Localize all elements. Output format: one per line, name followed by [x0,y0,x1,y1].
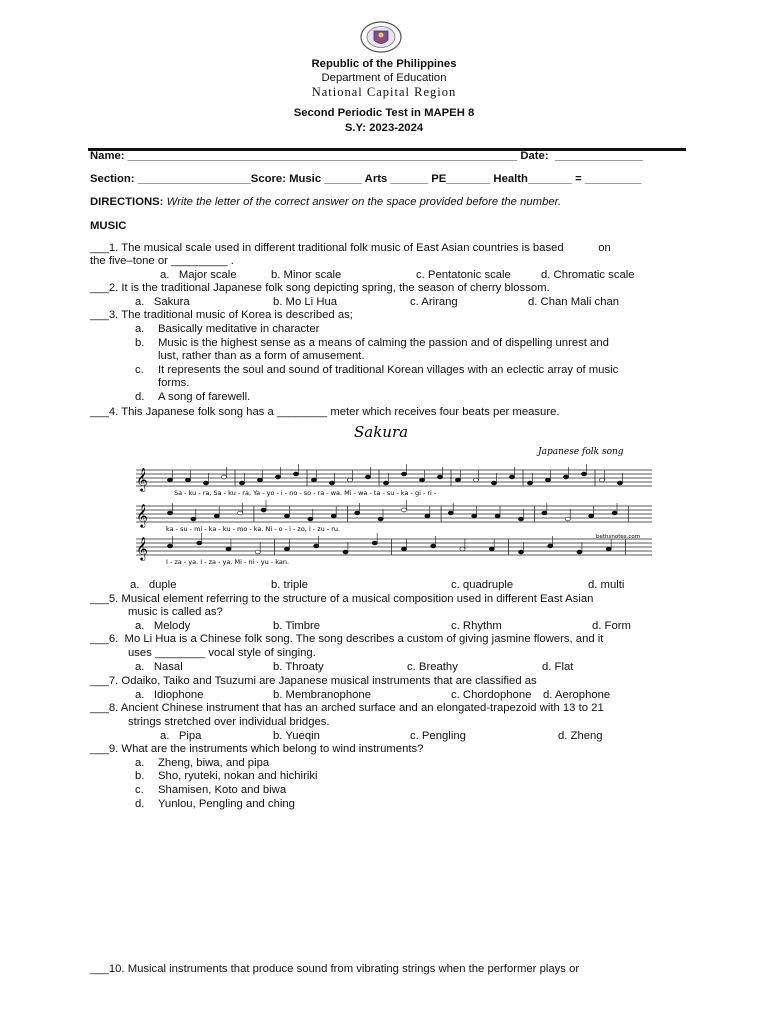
note-head [284,547,289,551]
directions [90,195,561,209]
note-head [612,511,617,515]
treble-clef-icon-3: 𝄞 [136,536,148,560]
note-head [437,475,442,479]
note-head [563,475,568,479]
question-1: ___1. The musical scale used in different traditional folk music of East Asian countries is based on [90,242,611,254]
department-heading: Department of Education [321,72,447,84]
question-9: ___9. What are the instruments which belong to wind instruments? [90,743,424,755]
q3-option-b: Music is the highest sense as a means of calming the passion and of dispelling unrest and [158,337,609,349]
note-head [495,514,500,518]
question-3: ___3. The traditional music of Korea is described as; [90,309,353,321]
q4-option-a: a. duple [130,579,177,591]
note-head [191,517,196,521]
note-head [214,514,219,518]
note-head [489,547,494,551]
q3-option-c: It represents the soul and sound of traditional Korean villages with an eclectic array of music [158,364,619,376]
q3-letter-a: a. [135,323,145,335]
school-year: S.Y: 2023-2024 [344,122,424,134]
note-head [293,472,298,476]
question-7: ___7. Odaiko, Taiko and Tsuzumi are Japanese musical instruments that are classified as [90,675,537,687]
note-head [401,547,406,551]
note-head [203,481,208,485]
sheet-credit: bethsnotes.com [596,534,641,540]
note-head [226,547,231,551]
q9-option-d: Yunlou, Pengling and ching [158,798,295,810]
note-head [329,481,334,485]
q5-option-c: c. Rhythm [451,620,502,632]
note-head [314,544,319,548]
q9-option-a: Zheng, biwa, and pipa [158,757,270,769]
note-head [257,478,262,482]
q9-letter-c: c. [135,784,144,796]
note-head [509,475,514,479]
lyrics-line-1: Sa - ku - ra, Sa - ku - ra, Ya - yo - i - no - so - ra - wa. Mi - wa - ta - su - ka - gi - ri - [174,489,437,497]
lyrics-line-3: I - za - ya. I - za - ya. Mi - ni - yu - kan. [166,558,290,566]
q7-option-c: c. Chordophone [451,689,532,701]
q4-option-b: b. triple [271,579,309,591]
q1-option-d: d. Chromatic scale [541,269,635,281]
sakura-sheet-music [126,421,658,581]
lyrics-line-2: ka - su - mi - ka - ku - mo - ka. Ni - o - i - zo, i - zu - ru. [166,525,341,533]
q5-option-a: a. Melody [135,620,191,632]
q3-option-c-cont: forms. [158,377,190,389]
note-head [542,511,547,515]
question-1-cont: the five–tone or _________ . [90,255,234,267]
section-score-line[interactable]: Section: __________________Score: Music ______ Arts ______ PE_______ Health_______ = _________ [90,173,642,185]
q2-option-c: c. Arirang [410,296,458,308]
q4-option-d: d. multi [588,579,625,591]
note-head [581,472,586,476]
q6-option-a: a. Nasal [135,661,183,673]
note-head [343,550,348,554]
q8-option-b: b. Yueqin [273,730,320,742]
note-head [577,550,582,554]
treble-clef-icon-1: 𝄞 [136,467,148,491]
note-head [355,511,360,515]
note-head [311,478,316,482]
republic-heading: Republic of the Philippines [311,58,457,70]
question-8-cont: strings stretched over individual bridges. [128,716,330,728]
q7-option-b: b. Membranophone [273,689,371,701]
note-head [255,550,260,554]
region-heading: National Capital Region [311,85,457,99]
note-head [518,517,523,521]
q5-option-d: d. Form [592,620,631,632]
question-8: ___8. Ancient Chinese instrument that has an arched surface and an elongated-trapezoid with 13 to 21 [90,702,604,714]
note-head [460,547,465,551]
note-head [401,472,406,476]
note-head [617,481,622,485]
note-head [448,511,453,515]
question-5-cont: music is called as? [128,606,223,618]
question-4: ___4. This Japanese folk song has a ________ meter which receives four beats per measure. [90,406,560,418]
note-head [473,478,478,482]
note-head [167,511,172,515]
question-6: ___6. Mo Li Hua is a Chinese folk song. The song describes a custom of giving jasmine flowers, and it [90,633,604,645]
q9-letter-b: b. [135,770,145,782]
note-head [599,478,604,482]
q3-letter-c: c. [135,364,144,376]
q2-option-b: b. Mo Li Hua [273,296,338,308]
note-head [221,475,226,479]
note-head [284,514,289,518]
sheet-subtitle: Japanese folk song [538,447,624,457]
q8-option-c: c. Pengling [410,730,466,742]
q3-option-d: A song of farewell. [158,391,251,403]
section-title-music: MUSIC [90,220,127,232]
q7-option-d: d. Aerophone [543,689,611,701]
q7-option-a: a. Idiophone [135,689,204,701]
note-head [455,478,460,482]
q9-letter-d: d. [135,798,145,810]
q1-option-c: c. Pentatonic scale [416,269,511,281]
note-head [167,544,172,548]
q3-option-a: Basically meditative in character [158,323,320,335]
note-head [545,478,550,482]
q9-option-b: Sho, ryuteki, nokan and hichiriki [158,770,318,782]
note-head [261,508,266,512]
note-head [425,514,430,518]
q6-option-c: c. Breathy [407,661,458,673]
deped-seal-logo [354,20,408,54]
q5-option-b: b. Timbre [273,620,321,632]
q2-option-d: d. Chan Mali chan [528,296,620,308]
treble-clef-icon-2: 𝄞 [136,503,148,527]
note-head [378,517,383,521]
note-head [518,550,523,554]
note-head [383,481,388,485]
note-head [185,478,190,482]
directions-label: DIRECTIONS: [90,196,164,208]
note-head [239,481,244,485]
note-head [308,517,313,521]
q9-option-c: Shamisen, Koto and biwa [158,784,287,796]
note-head [606,547,611,551]
note-head [275,475,280,479]
note-head [491,481,496,485]
q8-option-a: a. Pipa [160,730,202,742]
note-head [372,541,377,545]
q2-option-a: a. Sakura [135,296,190,308]
question-5: ___5. Musical element referring to the structure of a musical composition used in different East Asian [90,593,594,605]
question-6-cont: uses ________ vocal style of singing. [128,647,316,659]
note-head [347,478,352,482]
note-head [589,514,594,518]
q1-option-b: b. Minor scale [271,269,342,281]
q6-option-d: d. Flat [542,661,574,673]
note-head [401,508,406,512]
note-head [419,478,424,482]
note-head [197,541,202,545]
sheet-title: Sakura [354,423,409,441]
q3-letter-d: d. [135,391,145,403]
q4-option-c: c. quadruple [451,579,514,591]
note-head [431,544,436,548]
q6-option-b: b. Throaty [273,661,324,673]
question-10: ___10. Musical instruments that produce sound from vibrating strings when the performer plays or [90,963,580,975]
test-title: Second Periodic Test in MAPEH 8 [293,107,475,119]
note-head [548,544,553,548]
q1-option-a: a. Major scale [160,269,237,281]
directions-text: Write the letter of the correct answer on the space provided before the number. [163,196,562,208]
q3-option-b-cont: lust, rather than as a form of amusement. [158,350,365,362]
note-head [167,478,172,482]
note-head [565,517,570,521]
note-head [527,481,532,485]
note-head [365,475,370,479]
q9-letter-a: a. [135,757,145,769]
note-head [331,514,336,518]
name-date-line[interactable]: Name: ______________________________________________________________ Date: ______________ [90,150,643,162]
q3-letter-b: b. [135,337,145,349]
q8-option-d: d. Zheng [558,730,603,742]
question-2: ___2. It is the traditional Japanese folk song depicting spring, the season of cherry blossom. [90,282,550,294]
note-head [472,514,477,518]
note-head [238,511,243,515]
